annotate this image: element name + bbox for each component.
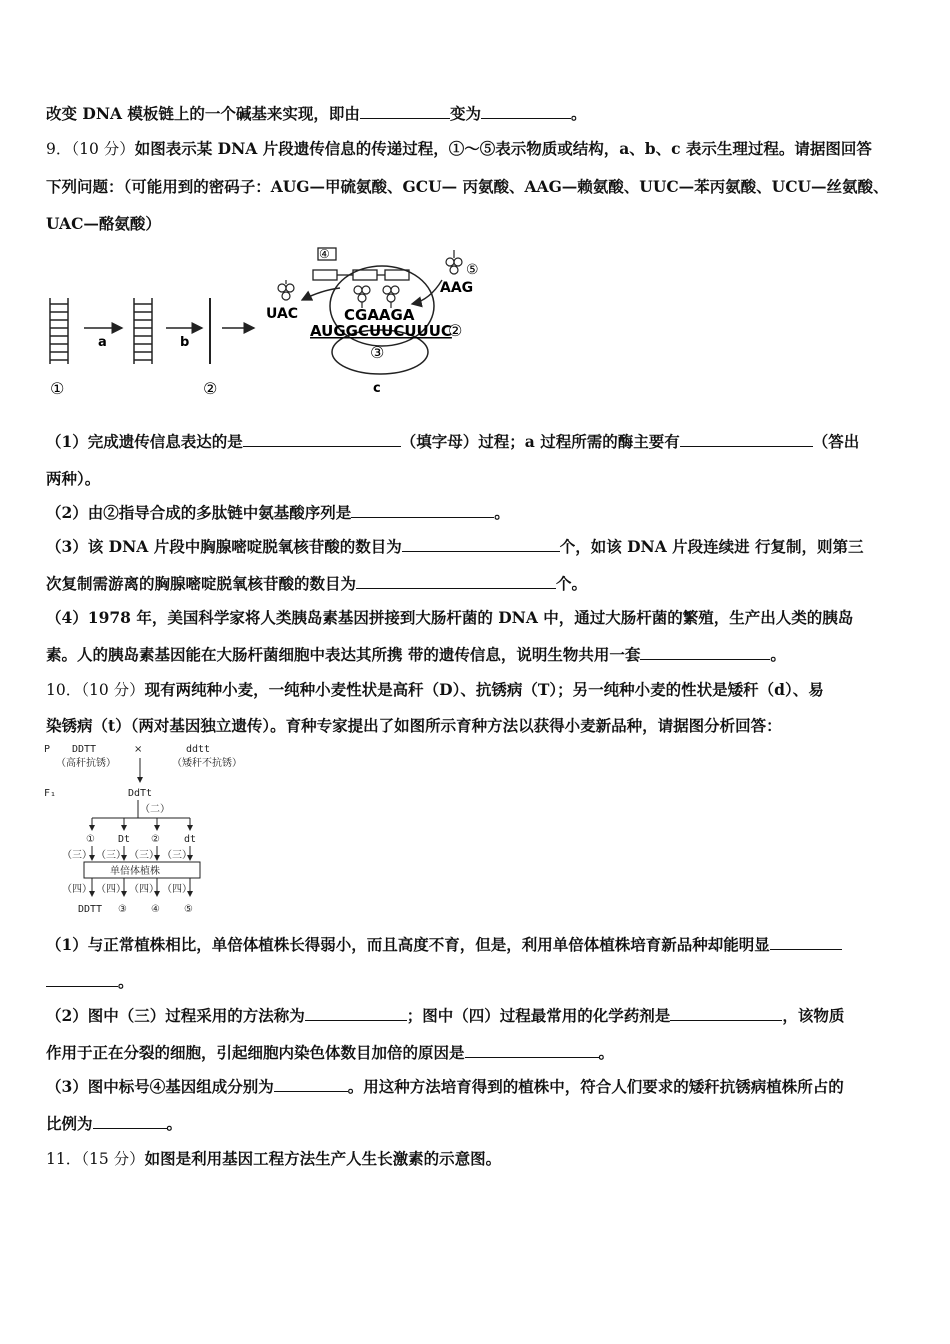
label-c: c xyxy=(373,381,381,396)
q9-part1-line2 xyxy=(46,467,100,489)
step-3: （三） xyxy=(129,850,159,861)
f1-genotype: DdTt xyxy=(128,788,153,799)
question-text: 个，如该 DNA 片段连续进 行复制，则第三 xyxy=(559,537,864,556)
gamete-dt-upper: Dt xyxy=(118,834,131,845)
question-number: 11．（15 分） xyxy=(46,1150,145,1168)
gamete-1: ① xyxy=(86,834,95,845)
peptide-box xyxy=(385,270,409,280)
question-text: 。 xyxy=(166,1114,183,1133)
trna-incoming-icon xyxy=(446,250,462,274)
question-text: 作用于正在分裂的细胞，引起细胞内染色体数目加倍的原因是 xyxy=(46,1043,465,1062)
question-text: 个。 xyxy=(556,574,588,593)
trna-aag: AAG xyxy=(440,280,474,296)
q9-stem-line3 xyxy=(46,212,161,234)
question-text: （答出 xyxy=(812,432,860,451)
question-text: 。 xyxy=(770,645,786,664)
question-text: 比例为 xyxy=(46,1114,93,1133)
answer-blank[interactable] xyxy=(351,503,494,518)
offspring-3: ③ xyxy=(118,904,127,915)
answer-blank[interactable] xyxy=(465,1043,599,1058)
step-4: （四） xyxy=(162,884,192,895)
question-text: ；图中（四）过程最常用的化学药剂是 xyxy=(406,1006,671,1025)
trna-icon xyxy=(354,286,399,308)
answer-blank[interactable] xyxy=(46,972,118,987)
question-text: （3）该 DNA 片段中胸腺嘧啶脱氧核苷酸的数目为 xyxy=(46,537,402,556)
q9-part4-line2 xyxy=(46,643,786,665)
parent2-note: （矮秆不抗锈） xyxy=(172,758,242,769)
label-a: a xyxy=(98,335,107,350)
question-text: 。 xyxy=(494,503,510,522)
answer-blank[interactable] xyxy=(640,645,770,660)
intro-text: 改变 DNA 模板链上的一个碱基来实现，即由 xyxy=(46,104,360,123)
q10-part1-line1 xyxy=(46,933,842,955)
question-text: 次复制需游离的胸腺嘧啶脱氧核苷酸的数目为 xyxy=(46,574,357,593)
f1-label: F₁ xyxy=(44,788,57,799)
answer-blank[interactable] xyxy=(770,935,842,950)
question-text: 两种）。 xyxy=(46,469,101,488)
question-text: （1）与正常植株相比，单倍体植株长得弱小，而且高度不育，但是，利用单倍体植株培育新品种却能明显 xyxy=(46,935,770,954)
answer-blank[interactable] xyxy=(670,1006,782,1021)
question-text: 。 xyxy=(118,972,134,991)
answer-blank[interactable] xyxy=(402,537,560,552)
trna-uac: UAC xyxy=(266,306,299,322)
question-text: ，该物质 xyxy=(782,1006,845,1025)
anticodons: CGAAGA xyxy=(344,306,415,324)
q10-part1-line2 xyxy=(46,970,134,992)
dna-transfer-diagram xyxy=(40,240,480,400)
q9-part3-line1 xyxy=(46,535,864,557)
answer-blank[interactable] xyxy=(680,432,813,447)
question-text: 染锈病（t）（两对基因独立遗传）。育种专家提出了如图所示育种方法以获得小麦新品种，请据图分析回答： xyxy=(46,716,782,735)
mrna-sequence: AUGGCUUCUUUC xyxy=(310,322,452,340)
answer-blank[interactable] xyxy=(274,1077,348,1092)
arrow-in xyxy=(412,280,442,304)
answer-blank[interactable] xyxy=(360,104,450,119)
intro-text: 变为 xyxy=(449,104,481,123)
offspring-4: ④ xyxy=(151,904,160,915)
breeding-diagram xyxy=(40,740,270,920)
question-text: 如图是利用基因工程方法生产人生长激素的示意图。 xyxy=(144,1149,502,1168)
question-text: 下列问题：（可能用到的密码子：AUG—甲硫氨酸、GCU— 丙氨酸、AAG—赖氨酸、UUC—苯丙氨酸、UCU—丝氨酸、 xyxy=(46,177,889,196)
question-text: （填字母）过程；a 过程所需的酶主要有 xyxy=(400,432,680,451)
question-text: 素。人的胰岛素基因能在大肠杆菌细胞中表达其所携 带的遗传信息，说明生物共用一套 xyxy=(46,645,641,664)
question-text: （3）图中标号④基因组成分别为 xyxy=(46,1077,274,1096)
label-4: ④ xyxy=(319,247,330,261)
question-text: （2）由②指导合成的多肽链中氨基酸序列是 xyxy=(46,503,352,522)
question-text: 。 xyxy=(598,1043,615,1062)
q10-part3-line2 xyxy=(46,1112,182,1134)
step-4: （四） xyxy=(62,884,92,895)
step-2: （二） xyxy=(140,804,170,815)
label-2-right: ② xyxy=(448,321,463,340)
intro-text: 。 xyxy=(570,104,587,123)
label-1: ① xyxy=(50,379,65,398)
intro-line xyxy=(46,102,586,124)
question-number: 10．（10 分） xyxy=(46,681,145,699)
answer-blank[interactable] xyxy=(481,104,571,119)
question-text: 。用这种方法培育得到的植株中，符合人们要求的矮秆抗锈病植株所占的 xyxy=(347,1077,844,1096)
q9-part3-line2 xyxy=(46,572,587,594)
q9-part4-line1 xyxy=(46,606,853,628)
question-text: （1）完成遗传信息表达的是 xyxy=(46,432,243,451)
label-5: ⑤ xyxy=(466,262,479,278)
step-4: （四） xyxy=(129,884,159,895)
q9-stem-line1 xyxy=(46,137,872,159)
answer-blank[interactable] xyxy=(356,574,556,589)
question-number: 9．（10 分） xyxy=(46,140,135,158)
step-3: （三） xyxy=(96,850,126,861)
q10-part2-line1 xyxy=(46,1004,844,1026)
peptide-box xyxy=(313,270,337,280)
q10-stem-line1 xyxy=(46,678,824,700)
gamete-2: ② xyxy=(151,834,160,845)
offspring-ddtt: DDTT xyxy=(78,904,103,915)
trna-outgoing-icon xyxy=(278,280,294,300)
q10-part2-line2 xyxy=(46,1041,614,1063)
q9-part2 xyxy=(46,501,510,523)
q11-stem xyxy=(46,1147,501,1169)
step-4: （四） xyxy=(96,884,126,895)
offspring-5: ⑤ xyxy=(184,904,193,915)
p-label: P xyxy=(44,744,51,755)
dna-ladder-1 xyxy=(50,298,68,364)
parent1: DDTT xyxy=(72,744,97,755)
answer-blank[interactable] xyxy=(243,432,401,447)
question-text: 现有两纯种小麦，一纯种小麦性状是高秆（D）、抗锈病（T）；另一纯种小麦的性状是矮秆（d）、易 xyxy=(144,680,824,699)
answer-blank[interactable] xyxy=(305,1006,407,1021)
haploid-label: 单倍体植株 xyxy=(110,866,160,877)
q9-stem-line2 xyxy=(46,175,889,197)
dna-ladder-2 xyxy=(134,298,152,364)
answer-blank[interactable] xyxy=(93,1114,167,1129)
question-text: 如图表示某 DNA 片段遗传信息的传递过程，①～⑤表示物质或结构，a、b、c 表示生理过程。请据图回答 xyxy=(134,139,872,158)
cross-sign: × xyxy=(134,744,143,755)
q10-part3-line1 xyxy=(46,1075,844,1097)
gamete-dt-lower: dt xyxy=(184,834,197,845)
question-text: UAC—酪氨酸） xyxy=(46,214,161,233)
q9-part1-line1 xyxy=(46,430,859,452)
q10-stem-line2 xyxy=(46,714,782,736)
question-text: （2）图中（三）过程采用的方法称为 xyxy=(46,1006,305,1025)
step-3: （三） xyxy=(62,850,92,861)
label-2: ② xyxy=(203,379,218,398)
step-3: （三） xyxy=(162,850,192,861)
parent1-note: （高秆抗锈） xyxy=(56,758,116,769)
question-text: （4）1978 年，美国科学家将人类胰岛素基因拼接到大肠杆菌的 DNA 中，通过大肠杆菌的繁殖，生产出人类的胰岛 xyxy=(46,608,854,627)
label-3: ③ xyxy=(370,343,385,362)
parent2: ddtt xyxy=(186,744,211,755)
label-b: b xyxy=(180,335,190,350)
